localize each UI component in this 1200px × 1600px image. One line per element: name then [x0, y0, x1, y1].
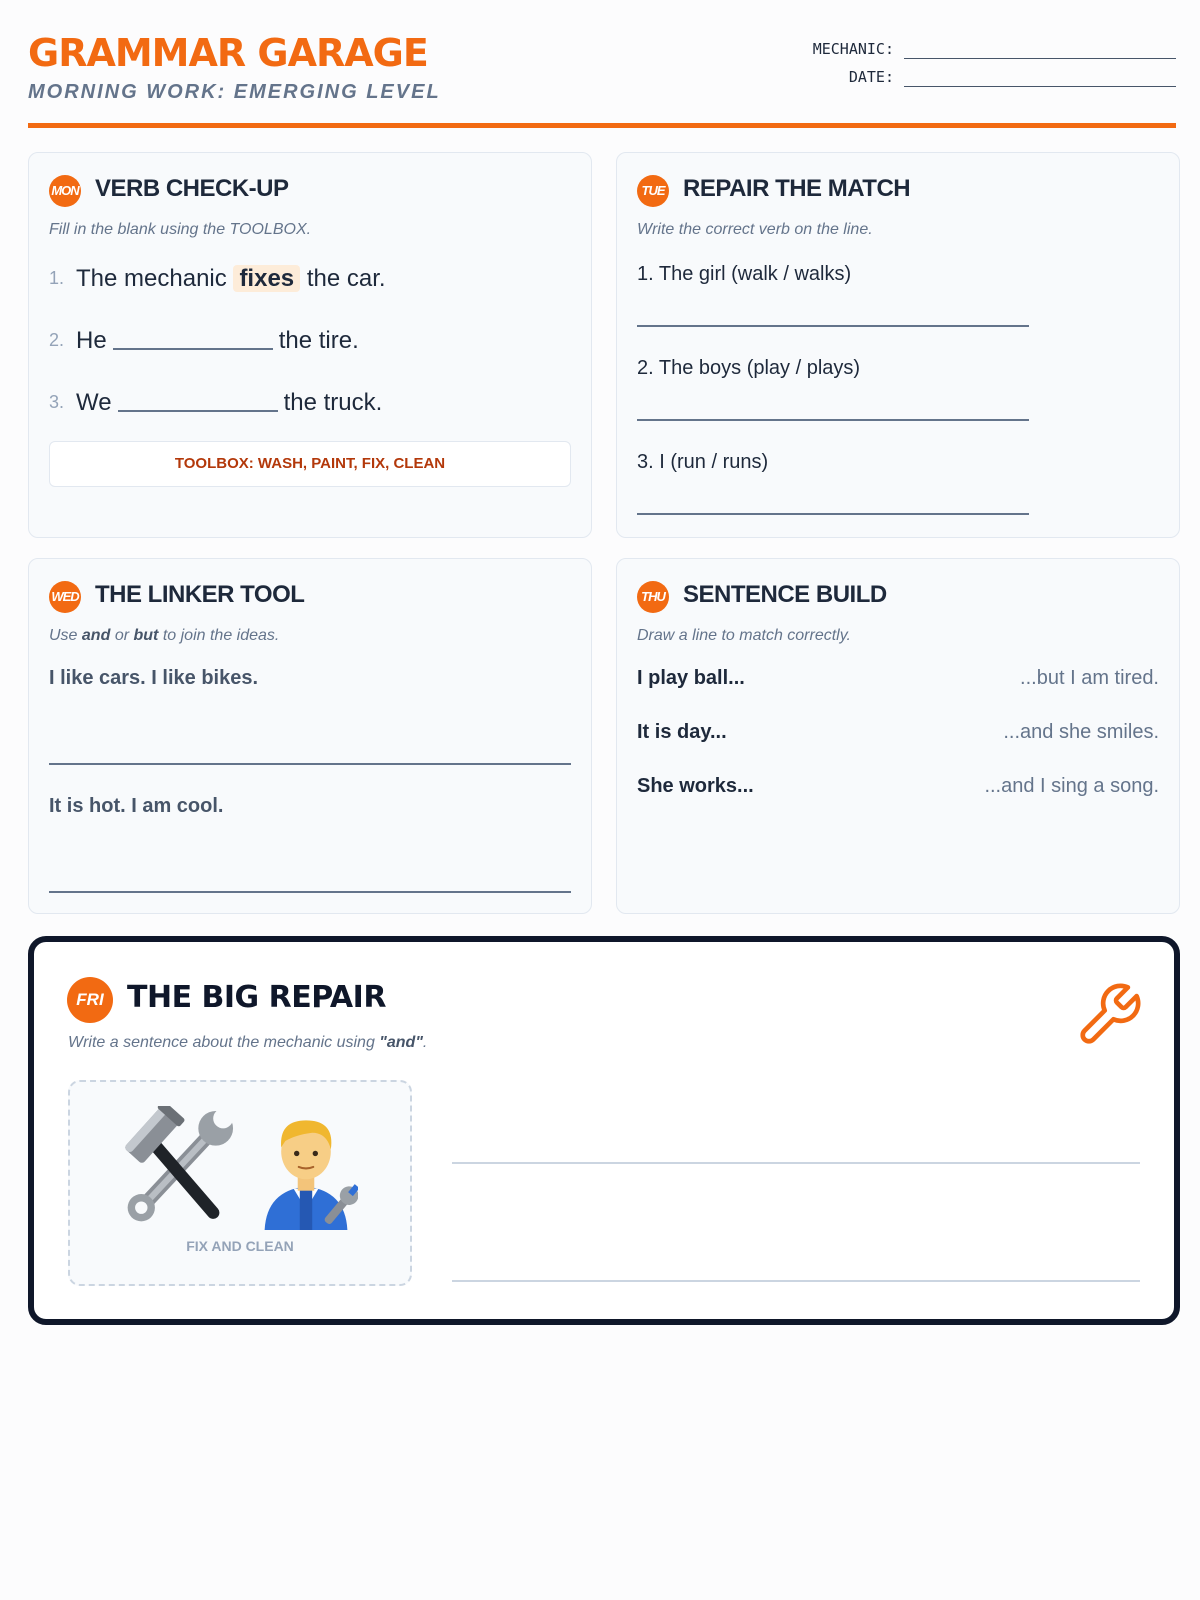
- match-question-2: 2. The boys (play / plays): [637, 357, 861, 379]
- question-text-after: the truck.: [283, 389, 383, 416]
- day-badge: FRI: [67, 977, 113, 1023]
- keyword-and: "and": [379, 1034, 423, 1051]
- writing-line-1[interactable]: [452, 1162, 1140, 1164]
- instruction-text: to join the ideas.: [162, 627, 280, 644]
- answer-line-2[interactable]: [637, 419, 1029, 421]
- card-instruction: Draw a line to match correctly.: [637, 627, 851, 644]
- question-text-before: We: [76, 389, 112, 416]
- instruction-text: or: [114, 627, 130, 644]
- question-text-before: He: [76, 327, 107, 354]
- card-title: REPAIR THE MATCH: [683, 175, 911, 202]
- wrench-icon: [1074, 980, 1144, 1050]
- sentence-end-3[interactable]: ...and I sing a song.: [984, 775, 1159, 797]
- date-write-line[interactable]: [904, 86, 1176, 87]
- card-instruction: [68, 1034, 427, 1052]
- day-badge: MON: [49, 175, 81, 207]
- linker-prompt-2: It is hot. I am cool.: [49, 795, 224, 817]
- question-number: 3.: [49, 392, 65, 412]
- mechanic-write-line[interactable]: [904, 58, 1176, 59]
- sentence-start-1[interactable]: I play ball...: [637, 667, 745, 689]
- worksheet-header: [28, 28, 1176, 128]
- instruction-text: Use: [49, 627, 78, 644]
- instruction-text: Write a sentence about the mechanic using: [68, 1034, 375, 1051]
- card-instruction: Fill in the blank using the TOOLBOX.: [49, 221, 312, 238]
- card-repair-the-match: [616, 152, 1180, 538]
- sentence-start-3[interactable]: She works...: [637, 775, 754, 797]
- card-title: THE LINKER TOOL: [95, 581, 305, 608]
- sentence-end-1[interactable]: ...but I am tired.: [1020, 667, 1159, 689]
- question-text-after: the tire.: [278, 327, 359, 354]
- conjunction-but: but: [133, 627, 159, 644]
- verb-question-3: [49, 389, 382, 417]
- question-text-after: the car.: [306, 265, 386, 292]
- card-title: VERB CHECK-UP: [95, 175, 289, 202]
- name-date-fields: [796, 40, 1176, 96]
- answer-blank[interactable]: [118, 410, 278, 412]
- answer-blank[interactable]: [113, 348, 273, 350]
- sentence-end-2[interactable]: ...and she smiles.: [1003, 721, 1159, 743]
- toolbox-word-bank: TOOLBOX: WASH, PAINT, FIX, CLEAN: [49, 441, 571, 487]
- card-instruction: Write the correct verb on the line.: [637, 221, 873, 238]
- match-question-3: 3. I (run / runs): [637, 451, 769, 473]
- mechanic-icon: [254, 1110, 358, 1230]
- question-number: 1.: [49, 268, 65, 288]
- date-label: DATE:: [848, 68, 894, 86]
- conjunction-and: and: [81, 627, 111, 644]
- question-text-before: The mechanic: [76, 265, 227, 292]
- answer-line-1[interactable]: [637, 325, 1029, 327]
- day-badge: WED: [49, 581, 81, 613]
- card-instruction: [49, 627, 279, 645]
- match-question-1: 1. The girl (walk / walks): [637, 263, 852, 285]
- linker-prompt-1: I like cars. I like bikes.: [49, 667, 259, 689]
- example-answer: fixes: [233, 265, 300, 292]
- mechanic-label: MECHANIC:: [812, 40, 894, 58]
- card-verb-check-up: [28, 152, 592, 538]
- verb-question-2: [49, 327, 359, 355]
- hammer-and-wrench-icon: [114, 1106, 238, 1230]
- picture-caption: FIX AND CLEAN: [186, 1238, 294, 1254]
- card-title: SENTENCE BUILD: [683, 581, 887, 608]
- verb-question-1: [49, 265, 386, 293]
- day-badge: THU: [637, 581, 669, 613]
- card-the-big-repair: [28, 936, 1180, 1325]
- answer-line-3[interactable]: [637, 513, 1029, 515]
- card-the-linker-tool: [28, 558, 592, 914]
- instruction-text: .: [422, 1034, 428, 1051]
- question-number: 2.: [49, 330, 65, 350]
- sentence-start-2[interactable]: It is day...: [637, 721, 727, 743]
- writing-line-2[interactable]: [452, 1280, 1140, 1282]
- card-title: THE BIG REPAIR: [127, 980, 386, 1015]
- answer-line-1[interactable]: [49, 763, 571, 765]
- picture-box: [68, 1080, 412, 1286]
- page-title: GRAMMAR GARAGE: [28, 31, 428, 75]
- page-subtitle: MORNING WORK: EMERGING LEVEL: [28, 81, 441, 103]
- card-sentence-build: [616, 558, 1180, 914]
- answer-line-2[interactable]: [49, 891, 571, 893]
- day-badge: TUE: [637, 175, 669, 207]
